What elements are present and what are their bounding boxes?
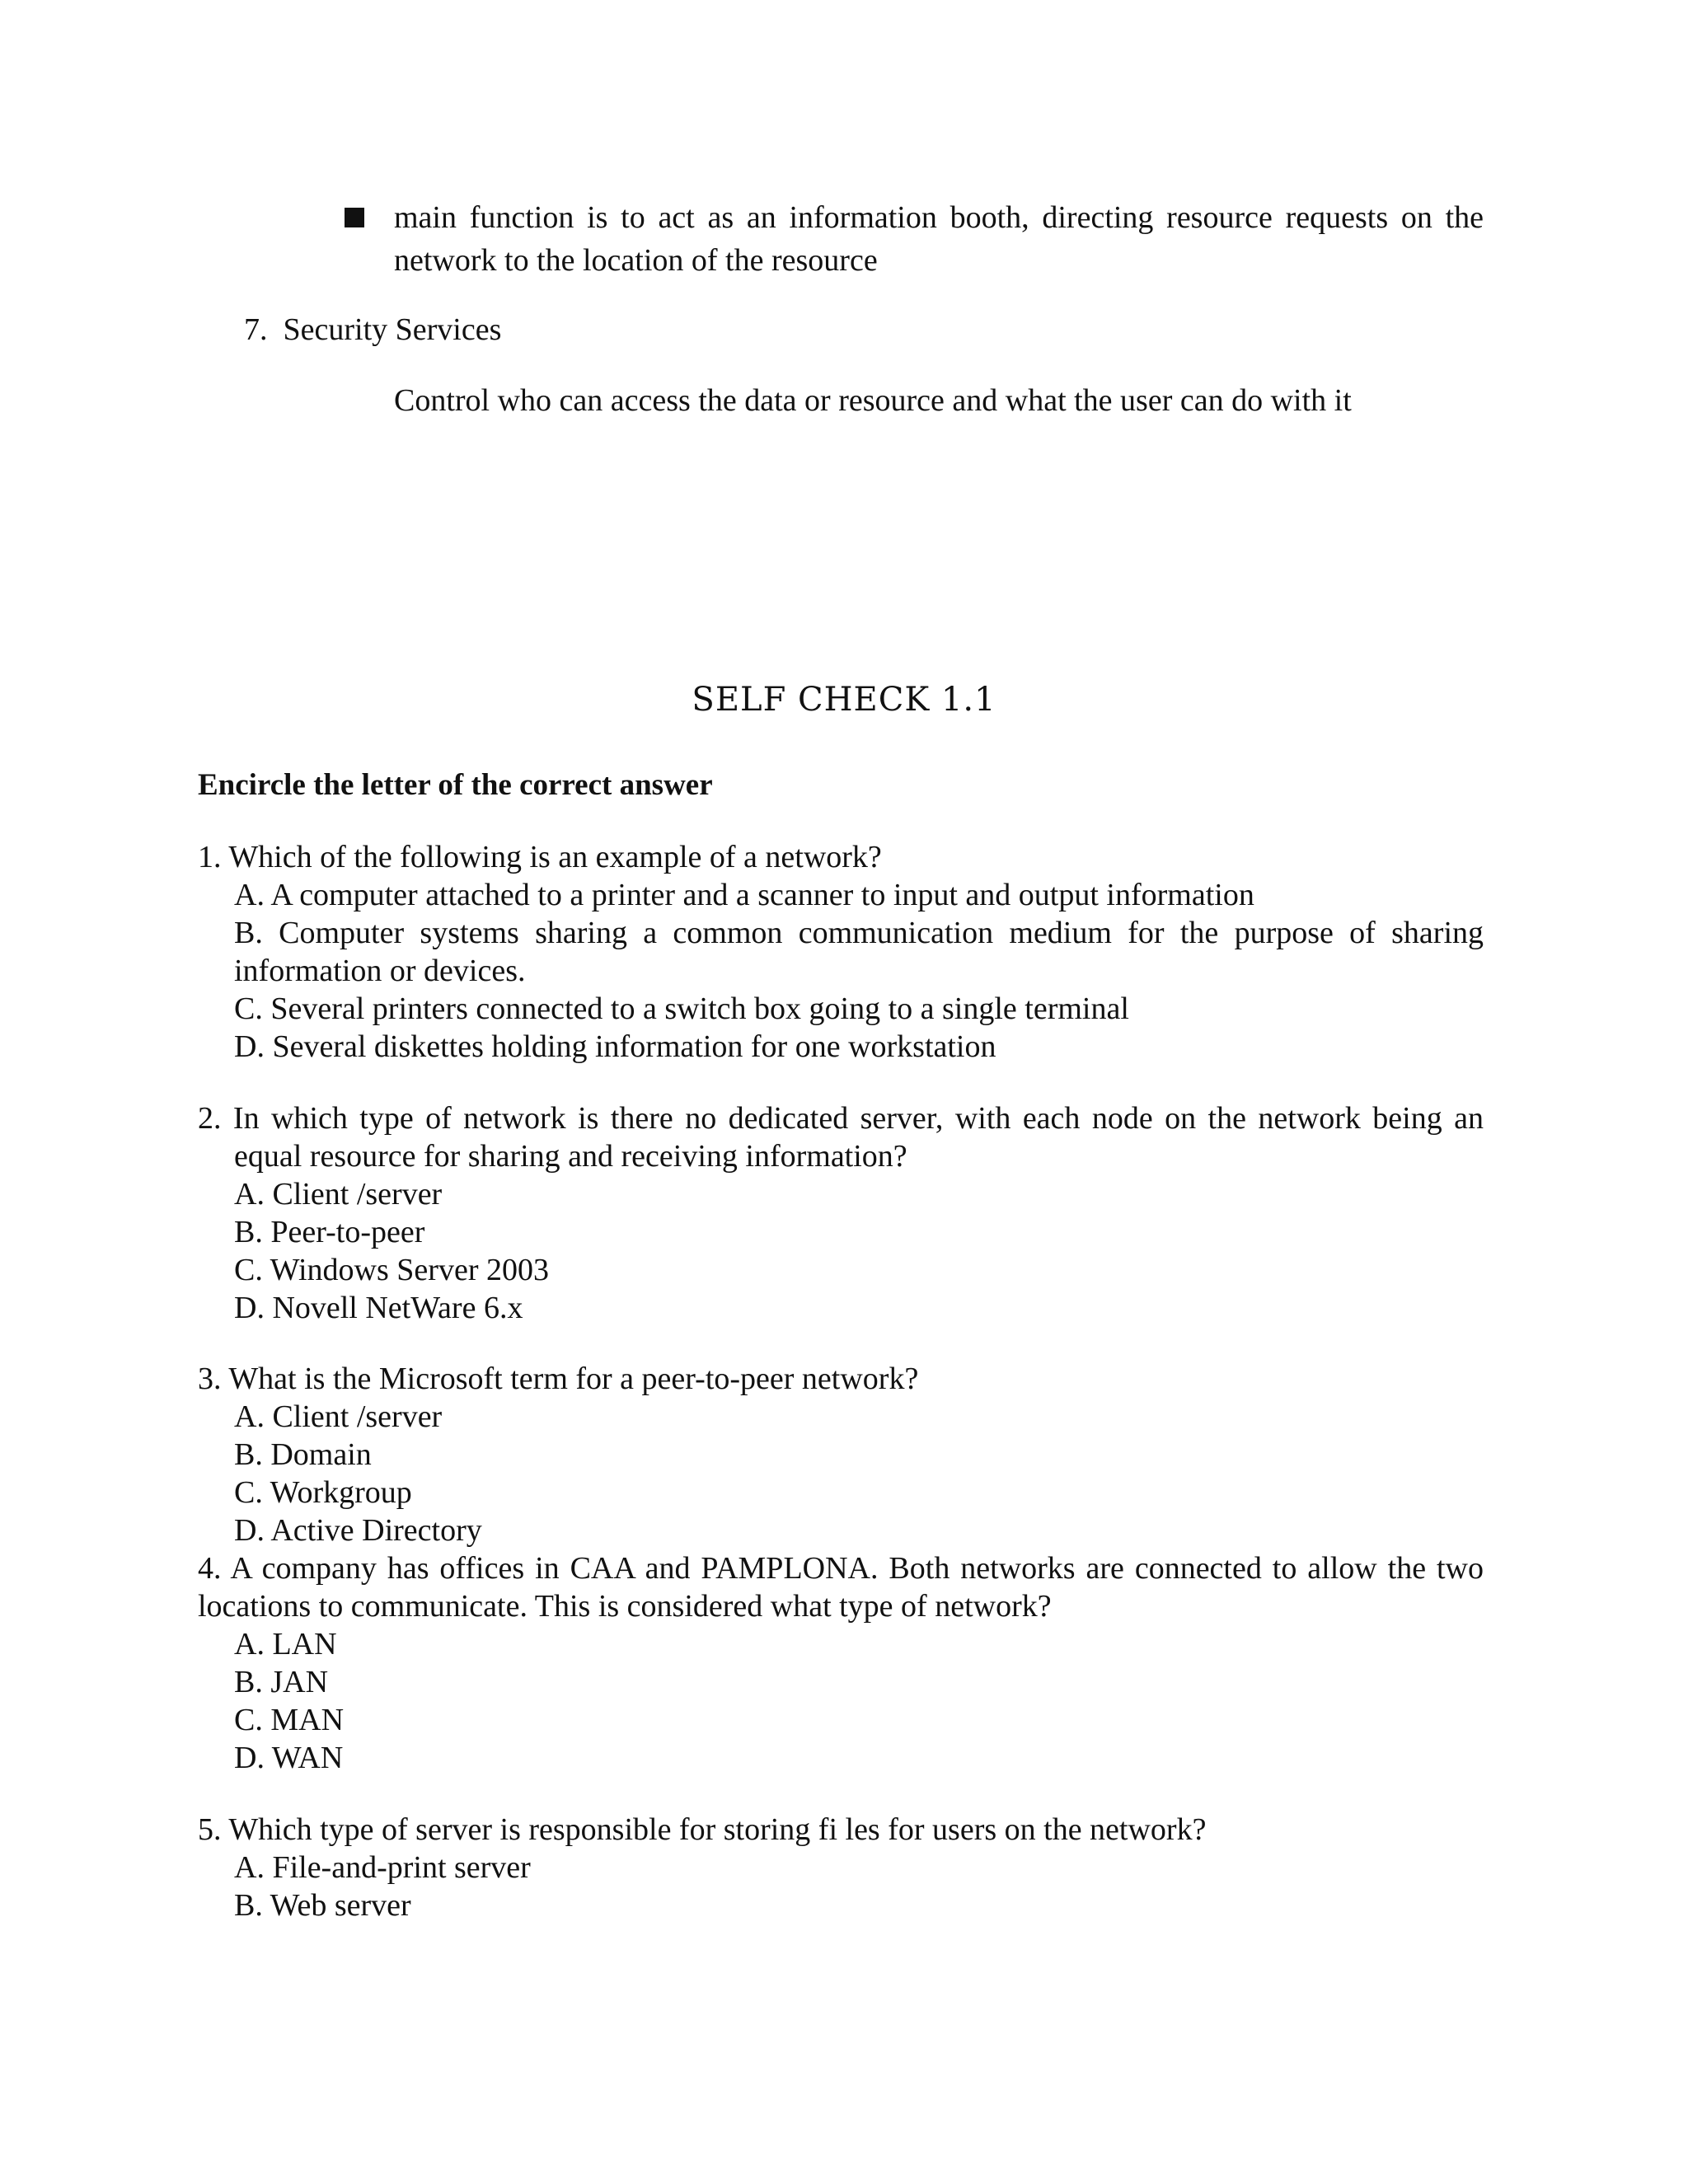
answer-option: A. A computer attached to a printer and a scanner to input and output information <box>234 878 1254 912</box>
question-2 <box>198 1099 1484 1327</box>
square-bullet-icon <box>345 208 364 227</box>
self-check-title: SELF CHECK 1.1 <box>692 681 996 719</box>
instruction-text: Encircle the letter of the correct answer <box>198 768 713 802</box>
answer-option: C. Several printers connected to a switch box going to a single terminal <box>234 991 1129 1026</box>
question-1 <box>198 838 1484 1066</box>
answer-option: B. Domain <box>234 1437 372 1472</box>
answer-option: B. Computer systems sharing a common communication medium for the purpose of sharing information or devices. <box>234 916 1484 988</box>
answer-option: B. JAN <box>234 1665 329 1699</box>
answer-option: D. Several diskettes holding information for one workstation <box>234 1029 996 1064</box>
answer-option: A. File-and-print server <box>234 1850 531 1885</box>
section-7-description: Control who can access the data or resource and what the user can do with it <box>394 383 1352 418</box>
answer-option: C. Workgroup <box>234 1475 412 1510</box>
answer-option: A. Client /server <box>234 1177 443 1212</box>
question-stem: 2. In which type of network is there no dedicated server, with each node on the network being an equal resource for sharing and receiving information? <box>198 1101 1484 1174</box>
question-3 <box>198 1360 1484 1549</box>
answer-option: D. Active Directory <box>234 1513 482 1548</box>
answer-option: C. Windows Server 2003 <box>234 1253 549 1287</box>
section-7-number: 7. <box>244 312 268 347</box>
question-stem: 3. What is the Microsoft term for a peer-to-peer network? <box>198 1361 919 1396</box>
answer-option: A. Client /server <box>234 1399 443 1434</box>
answer-option: B. Web server <box>234 1888 411 1923</box>
answer-option: D. WAN <box>234 1741 344 1775</box>
section-7-title: Security Services <box>283 312 502 347</box>
question-4 <box>198 1549 1484 1777</box>
question-stem: 5. Which type of server is responsible for storing fi les for users on the network? <box>198 1812 1207 1847</box>
answer-option: D. Novell NetWare 6.x <box>234 1291 523 1325</box>
question-stem: 1. Which of the following is an example of a network? <box>198 840 882 874</box>
bullet-text: main function is to act as an information booth, directing resource requests on the network to the location of the resource <box>394 200 1484 278</box>
section-7-heading <box>244 308 501 351</box>
answer-option: B. Peer-to-peer <box>234 1215 425 1249</box>
answer-option: C. MAN <box>234 1703 345 1737</box>
question-stem: 4. A company has offices in CAA and PAMPLONA. Both networks are connected to allow the two locations to communicate. This is considered what type of network? <box>198 1551 1484 1624</box>
answer-option: A. LAN <box>234 1627 337 1661</box>
question-5 <box>198 1811 1484 1924</box>
